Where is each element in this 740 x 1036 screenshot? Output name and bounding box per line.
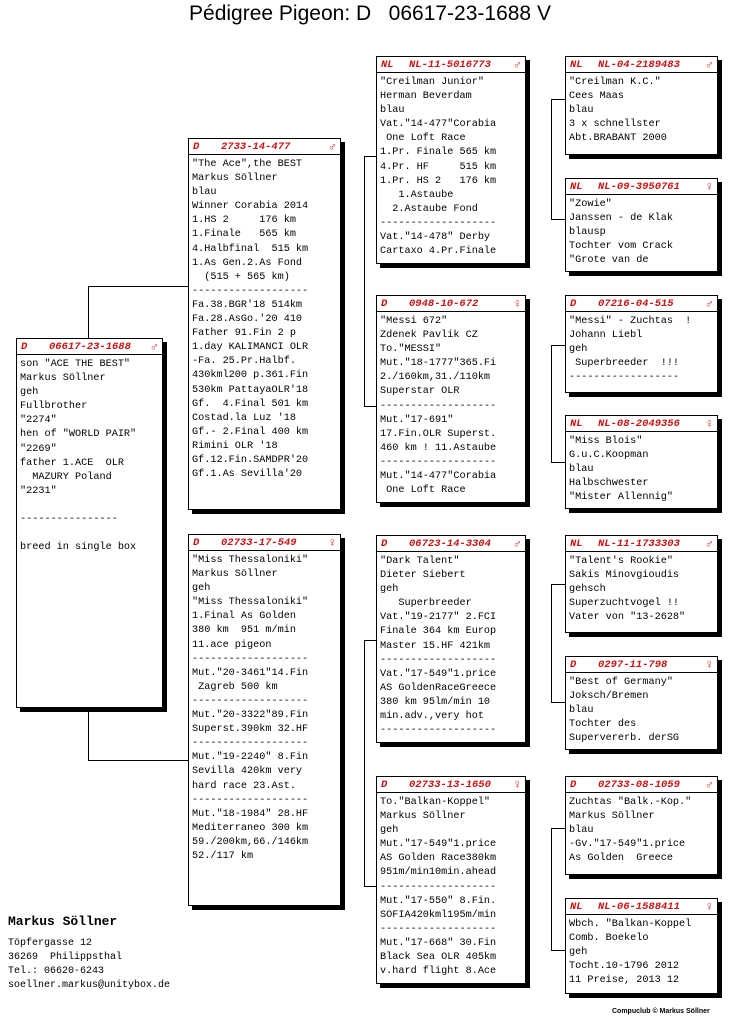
country-code: NL <box>570 537 583 550</box>
card-line: Halbschwester <box>569 478 649 490</box>
sex-symbol-icon: ♂ <box>513 57 521 72</box>
card-line: blau <box>569 825 594 837</box>
sex-symbol-icon: ♂ <box>328 139 336 154</box>
card-line: Dieter Siebert <box>380 570 466 582</box>
card-line: Markus Söllner <box>569 811 655 823</box>
card-line: Fa.38.BGR'18 514km <box>192 299 303 311</box>
card-line: Vat."19-2177" 2.FCI <box>380 612 497 624</box>
sex-symbol-icon: ♀ <box>513 777 521 792</box>
card-line: hard race 23.Ast. <box>192 780 296 792</box>
country-code: D <box>381 297 388 310</box>
card-header <box>566 416 717 432</box>
connector-line <box>551 950 565 951</box>
card-line: v.hard flight 8.Ace <box>380 966 497 978</box>
sex-symbol-icon: ♀ <box>328 535 336 550</box>
card-line: 1.Astaube <box>380 189 454 201</box>
card-body <box>566 195 717 268</box>
country-code: D <box>193 536 200 549</box>
card-line: Superst.390km 32.HF <box>192 724 309 736</box>
card-line: Vat."14-478" Derby <box>380 232 491 244</box>
card-line: 430kml200 p.361.Fin <box>192 370 309 382</box>
card-line: 380 km 951 m/min <box>192 625 296 637</box>
connector-line <box>551 828 565 829</box>
ring-number: NL-04-2189483 <box>598 58 680 71</box>
card-line: Zdenek Pavlik CZ <box>380 330 478 342</box>
card-line: Mut."17-668" 30.Fin <box>380 937 497 949</box>
card-line: ------------------- <box>380 217 497 229</box>
card-line: Janssen - de Klak <box>569 213 673 225</box>
card-line: To."Balkan-Koppel" <box>380 797 491 808</box>
card-line: Zuchtas "Balk.-Kop." <box>569 797 692 808</box>
card-line: One Loft Race <box>380 133 466 145</box>
card-line: ------------------- <box>192 695 309 707</box>
connector-line <box>551 99 552 219</box>
card-line: 1.day KALIMANCI OLR <box>192 342 309 354</box>
card-line: Johann Liebl <box>569 330 643 342</box>
connector-line <box>551 584 565 585</box>
card-line: ------------------- <box>380 881 497 893</box>
ring-number: 07216-04-515 <box>598 297 674 310</box>
card-line: Markus Söllner <box>380 811 466 823</box>
card-line: 1.Final As Golden <box>192 611 296 623</box>
sex-symbol-icon: ♀ <box>513 296 521 311</box>
connector-line <box>551 345 565 346</box>
sex-symbol-icon: ♀ <box>705 657 713 672</box>
card-header <box>377 536 525 552</box>
connector-line <box>551 345 552 462</box>
card-line: Joksch/Bremen <box>569 691 649 703</box>
card-line: 17.Fin.OLR Superst. <box>380 428 497 440</box>
sex-symbol-icon: ♀ <box>705 899 713 914</box>
card-line: ------------------- <box>192 738 309 750</box>
card-line: "Best of Germany" <box>569 677 673 688</box>
owner-block <box>8 914 170 993</box>
card-line: "Mister Allennig" <box>569 492 673 504</box>
card-line: Master 15.HF 421km <box>380 640 491 652</box>
sex-symbol-icon: ♂ <box>513 536 521 551</box>
card-body <box>566 552 717 625</box>
card-line: "2274" <box>20 415 57 427</box>
country-code: NL <box>570 58 583 71</box>
ring-number: 06723-14-3304 <box>409 537 491 550</box>
pedigree-card-ggp-mmf[interactable] <box>565 776 718 875</box>
pedigree-card-ggp-fmf[interactable] <box>565 295 718 393</box>
card-line: 3 x schnellster <box>569 119 661 131</box>
card-line: 1.Finale 565 km <box>192 229 296 241</box>
card-line: Zagreb 500 km <box>192 681 278 693</box>
card-line: 380 km 95lm/min 10 <box>380 696 491 708</box>
card-line: "Miss Blois" <box>569 436 643 447</box>
connector-line <box>551 219 565 220</box>
sex-symbol-icon: ♂ <box>705 777 713 792</box>
card-line: Mediterraneo 300 km <box>192 822 309 834</box>
card-line: 1.HS 2 176 km <box>192 215 296 227</box>
connector-line <box>88 286 188 287</box>
pedigree-card-ggp-fff[interactable] <box>565 56 718 155</box>
card-line: father 1.ACE OLR <box>20 457 124 469</box>
connector-line <box>88 708 89 760</box>
card-line: "Talent's Rookie" <box>569 556 673 567</box>
card-line: Tocht.10-1796 2012 <box>569 961 680 973</box>
country-code: D <box>570 658 577 671</box>
card-line: Cartaxo 4.Pr.Finale <box>380 246 497 258</box>
card-line: Mut."14-477"Corabia <box>380 471 497 483</box>
ring-number: NL-11-5016773 <box>409 58 491 71</box>
card-line: Gf.1.As Sevilla'20 <box>192 469 303 481</box>
sex-symbol-icon: ♂ <box>705 57 713 72</box>
connector-line <box>88 286 89 338</box>
card-line: Vater von "13-2628" <box>569 612 686 624</box>
card-body <box>377 552 525 738</box>
connector-line <box>364 156 376 157</box>
card-line: "Creilman Junior" <box>380 77 484 88</box>
card-line: 530km PattayaOLR'18 <box>192 384 309 396</box>
card-line: ------------------- <box>192 285 309 297</box>
country-code: D <box>381 778 388 791</box>
ring-number: NL-06-1588411 <box>598 900 680 913</box>
connector-line <box>364 640 376 641</box>
card-line: blau <box>569 464 594 476</box>
card-line: "Creilman K.C." <box>569 77 661 88</box>
card-line: -Gv."17-549"1.price <box>569 839 686 851</box>
country-code: NL <box>570 900 583 913</box>
card-line: Mut."17-550" 8.Fin. <box>380 895 497 907</box>
card-line: "Grote van de <box>569 255 649 267</box>
card-line: -Fa. 25.Pr.Halbf. <box>192 356 296 368</box>
card-line: blau <box>569 105 594 117</box>
card-line: ------------------ <box>569 372 680 384</box>
country-code: NL <box>570 180 583 193</box>
card-header <box>189 139 340 155</box>
card-line: (515 + 565 km) <box>192 271 290 283</box>
card-body <box>377 73 525 259</box>
card-line: Mut."18-1984" 28.HF <box>192 808 309 820</box>
card-line: G.u.C.Koopman <box>569 450 649 462</box>
card-line: 11 Preise, 2013 12 <box>569 975 680 987</box>
country-code: D <box>21 340 28 353</box>
card-body <box>377 793 525 979</box>
card-line: Mut."18-1777"365.Fi <box>380 358 497 370</box>
card-line: Vat."17-549"1.price <box>380 668 497 680</box>
card-line: ------------------- <box>380 400 497 412</box>
sex-symbol-icon: ♀ <box>705 416 713 431</box>
card-line: son "ACE THE BEST" <box>20 359 131 370</box>
pedigree-card-paternal-grandmother[interactable] <box>376 295 526 503</box>
card-line: Fa.28.AsGo.'20 410 <box>192 314 303 326</box>
sex-symbol-icon: ♀ <box>705 179 713 194</box>
card-header <box>566 57 717 73</box>
card-line: MAZURY Poland <box>20 471 112 483</box>
sex-symbol-icon: ♂ <box>150 339 158 354</box>
card-line: AS Golden Race380km <box>380 853 497 865</box>
card-line: Black Sea OLR 405km <box>380 952 497 964</box>
card-line: blau <box>380 105 405 117</box>
country-code: D <box>381 537 388 550</box>
connector-line <box>364 406 376 407</box>
card-body <box>566 312 717 385</box>
card-line: Herman Beverdam <box>380 91 472 103</box>
card-body <box>566 432 717 505</box>
card-line: geh <box>569 947 588 959</box>
card-line: 2.Astaube Fond <box>380 203 478 215</box>
card-line: Supervererb. derSG <box>569 733 680 745</box>
card-line: Comb. Boekelo <box>569 933 649 945</box>
pedigree-card-subject[interactable] <box>16 338 163 708</box>
card-body <box>17 355 162 555</box>
card-header <box>17 339 162 355</box>
card-line: "2231" <box>20 485 57 497</box>
pedigree-card-ggp-mfm[interactable] <box>565 656 718 750</box>
connector-line <box>551 99 565 100</box>
connector-line <box>551 702 565 703</box>
card-line: Sakis Minovgioudis <box>569 570 680 582</box>
pedigree-card-maternal-grandmother[interactable] <box>376 776 526 984</box>
card-line: blausp <box>569 227 606 239</box>
card-line: 1.As Gen.2.As Fond <box>192 257 303 269</box>
country-code: NL <box>570 417 583 430</box>
card-line: Fullbrother <box>20 401 88 413</box>
card-body <box>189 155 340 482</box>
card-line: "Miss Thessaloniki" <box>192 555 309 566</box>
ring-number: 02733-13-1650 <box>409 778 491 791</box>
card-line: One Loft Race <box>380 485 466 497</box>
card-body <box>377 312 525 498</box>
card-line: 460 km ! 11.Astaube <box>380 442 497 454</box>
pedigree-card-paternal-grandfather[interactable] <box>376 56 526 264</box>
card-line: "Messi" - Zuchtas ! <box>569 316 692 327</box>
connector-line <box>364 640 365 886</box>
card-line: Markus Söllner <box>192 569 278 581</box>
ring-number: NL-11-1733303 <box>598 537 680 550</box>
pedigree-card-father[interactable] <box>188 138 341 510</box>
card-line: 4.Pr. HF 515 km <box>380 161 497 173</box>
owner-street: Töpfergasse 12 <box>8 938 93 949</box>
card-header <box>566 657 717 673</box>
country-code: D <box>193 140 200 153</box>
card-body <box>566 915 717 988</box>
ring-number: 02733-17-549 <box>221 536 297 549</box>
card-line: Wbch. "Balkan-Koppel <box>569 919 692 930</box>
card-header <box>377 296 525 312</box>
card-header <box>377 57 525 73</box>
card-line: "Messi 672" <box>380 316 448 327</box>
ring-number: NL-08-2049356 <box>598 417 680 430</box>
card-line: Vat."14-477"Corabia <box>380 119 497 131</box>
pedigree-card-ggp-fmm[interactable] <box>565 415 718 509</box>
card-line: geh <box>569 344 588 356</box>
card-header <box>566 536 717 552</box>
card-line: "Miss Thessaloniki" <box>192 597 309 609</box>
country-code: D <box>570 297 577 310</box>
card-line: ------------------- <box>380 923 497 935</box>
card-line: Mut."17-549"1.price <box>380 839 497 851</box>
card-line: AS GoldenRaceGreece <box>380 682 497 694</box>
country-code: D <box>570 778 577 791</box>
ring-number: 0948-10-672 <box>409 297 479 310</box>
card-line: Gf.12.Fin.SAMDPR'20 <box>192 454 309 466</box>
card-header <box>566 296 717 312</box>
card-line: As Golden Greece <box>569 853 673 865</box>
card-body <box>566 73 717 146</box>
card-line: ---------------- <box>20 514 118 526</box>
card-line: Superzuchtvogel !! <box>569 598 680 610</box>
card-line <box>20 527 159 541</box>
card-line: SOFIA420kml195m/min <box>380 909 497 921</box>
card-line: Mut."19-2240" 8.Fin <box>192 752 309 764</box>
card-line: 1.Pr. Finale 565 km <box>380 147 497 159</box>
card-line: Mut."20-3461"14.Fin <box>192 667 309 679</box>
card-line: geh <box>380 825 399 837</box>
connector-line <box>551 584 552 702</box>
card-line: "Dark Talent" <box>380 556 460 567</box>
card-line: Superstar OLR <box>380 386 460 398</box>
card-line: To."MESSI" <box>380 344 442 356</box>
card-line: Winner Corabia 2014 <box>192 201 309 213</box>
card-line: Tochter vom Crack <box>569 241 673 253</box>
card-line: Markus Söllner <box>20 373 106 385</box>
card-header <box>566 777 717 793</box>
card-line: Superbreeder !!! <box>569 358 680 370</box>
card-line: 2./160km,31./110km <box>380 372 491 384</box>
owner-city: 36269 Philippsthal <box>8 952 123 963</box>
card-line: "Zowie" <box>569 199 612 210</box>
card-line: Mut."17-691" <box>380 414 454 426</box>
page-title: Pédigree Pigeon: D 06617-23-1688 V <box>189 2 551 25</box>
card-line: blau <box>192 187 217 199</box>
card-line: Cees Maas <box>569 91 625 103</box>
owner-phone: Tel.: 06620-6243 <box>8 966 105 977</box>
card-line: Abt.BRABANT 2000 <box>569 133 667 145</box>
card-header <box>566 899 717 915</box>
card-line: ------------------- <box>192 653 309 665</box>
card-body <box>566 793 717 866</box>
pedigree-card-ggp-mff[interactable] <box>565 535 718 633</box>
card-line: Rimini OLR '18 <box>192 440 278 452</box>
card-header <box>377 777 525 793</box>
card-body <box>566 673 717 746</box>
pedigree-card-ggp-ffm[interactable] <box>565 178 718 272</box>
ring-number: 0297-11-798 <box>598 658 668 671</box>
card-line: Costad.la Luz '18 <box>192 412 296 424</box>
owner-email[interactable]: soellner.markus@unitybox.de <box>8 980 171 991</box>
card-line: 4.Halbfinal 515 km <box>192 243 309 255</box>
card-line: 52./117 km <box>192 850 254 862</box>
sex-symbol-icon: ♂ <box>705 296 713 311</box>
card-line: blau <box>569 705 594 717</box>
card-line: ------------------- <box>380 456 497 468</box>
card-line: "2269" <box>20 443 57 455</box>
card-line: Sevilla 420km very <box>192 766 303 778</box>
card-line: geh <box>380 584 399 596</box>
card-line: Mut."20-3322"89.Fin <box>192 710 309 722</box>
connector-line <box>551 462 565 463</box>
card-line: Markus Söllner <box>192 173 278 185</box>
card-body <box>189 551 340 864</box>
card-line: 11.ace pigeon <box>192 639 272 651</box>
owner-name: Markus Söllner <box>8 914 118 929</box>
card-line: geh <box>20 387 39 399</box>
card-line: ------------------- <box>380 654 497 666</box>
pedigree-card-maternal-grandfather[interactable] <box>376 535 526 743</box>
card-line: Gf. 4.Final 501 km <box>192 398 309 410</box>
card-line: geh <box>192 583 211 595</box>
card-line: ------------------- <box>380 725 497 737</box>
connector-line <box>551 828 552 950</box>
ring-number: NL-09-3950761 <box>598 180 680 193</box>
software-credit: Compuclub © Markus Söllner <box>612 1008 710 1015</box>
card-line: Finale 364 km Europ <box>380 626 497 638</box>
connector-line <box>364 156 365 406</box>
connector-line <box>88 760 188 761</box>
card-line: Superbreeder <box>380 598 472 610</box>
ring-number: 02733-08-1059 <box>598 778 680 791</box>
card-line: 59./200km,66./146km <box>192 836 309 848</box>
card-line: breed in single box <box>20 542 137 554</box>
card-line: Tochter des <box>569 719 637 731</box>
card-line: "The Ace",the BEST <box>192 159 303 170</box>
card-line <box>20 499 159 513</box>
pedigree-card-ggp-mmm[interactable] <box>565 898 718 994</box>
card-line: gehsch <box>569 584 606 596</box>
card-line: 1.Pr. HS 2 176 km <box>380 175 497 187</box>
pedigree-card-mother[interactable] <box>188 534 341 906</box>
card-line: Father 91.Fin 2 p <box>192 328 296 340</box>
connector-line <box>364 886 376 887</box>
card-line: 951m/min10min.ahead <box>380 867 497 879</box>
card-line: ------------------- <box>192 794 309 806</box>
card-line: Gf.- 2.Final 400 km <box>192 426 309 438</box>
ring-number: 06617-23-1688 <box>49 340 131 353</box>
sex-symbol-icon: ♂ <box>705 536 713 551</box>
card-header <box>566 179 717 195</box>
country-code: NL <box>381 58 394 71</box>
card-header <box>189 535 340 551</box>
ring-number: 2733-14-477 <box>221 140 291 153</box>
card-line: min.adv.,very hot <box>380 711 484 723</box>
card-line: hen of "WORLD PAIR" <box>20 429 137 441</box>
